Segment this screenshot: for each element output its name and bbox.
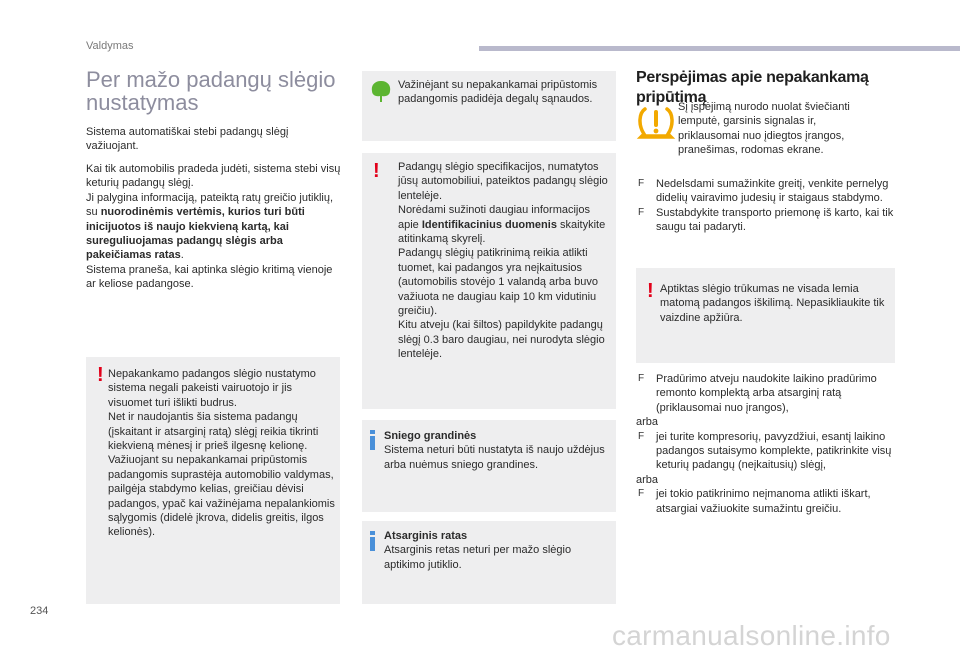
bullet-item: F Nedelsdami sumažinkite greitį, venkite pernelyg didelių vairavimo judesių ir staigaus stabdymo.: [638, 178, 889, 205]
left-body: [86, 162, 342, 292]
exclamation-icon: !: [647, 280, 654, 302]
snow-chains-box: [362, 420, 616, 512]
left-paragraph-3: Sistema praneša, kai aptinka slėgio kritimą vienoje ar keliose padangose.: [86, 263, 333, 291]
section-label: Valdymas: [86, 40, 134, 52]
bullet-glyph: F: [638, 430, 645, 442]
middle-warning-p1: Padangų slėgio specifikacijos, numatytos jūsų automobiliui, pateiktos padangų slėgio lentelėje.: [398, 161, 608, 202]
middle-warning-p2: [398, 203, 612, 246]
exclamation-icon: !: [97, 364, 104, 386]
eco-content: [398, 78, 608, 107]
middle-warning-content: [398, 160, 612, 362]
arba-text: arba: [636, 416, 659, 429]
bullet-item: F jei turite kompresorių, pavyzdžiui, esantį laikino padangos sutaisymo komplekte, patikrinkite visų keturių padangų (neįkaitusių) slėgį,: [638, 430, 892, 472]
right-warning-content: [660, 282, 886, 325]
left-p2-bold: nuorodinėmis vertėmis, kurios turi būti inicijuotos iš naujo kiekvieną kartą, kai sureguliuojamas padangų slėgis arba pakeičiamas ratas: [86, 206, 305, 262]
bullet-glyph: F: [638, 206, 645, 218]
middle-warning-p2-end: skaitykite atitinkamą skyrelį.: [398, 218, 606, 246]
warning-lamp-text: Šį įspėjimą nurodo nuolat šviečianti lemputė, garsinis signalas ir, priklausomai nuo įdiegtos įrangos, pranešimas, rodomas ekrane.: [678, 101, 850, 157]
right-warning-text: Aptiktas slėgio trūkumas ne visada lemia matomą padangos iškilimą. Nepasikliaukite tik vaizdine apžiūra.: [660, 283, 885, 324]
left-warning-content: [108, 367, 336, 540]
spare-wheel-content: [384, 529, 610, 572]
right-bullets-1: [636, 177, 894, 235]
snow-chains-content: [384, 429, 610, 472]
middle-warning-p2-bold: Identifikacinius duomenis: [421, 218, 557, 231]
right-warning-box: [636, 268, 895, 363]
middle-warning-p3: Padangų slėgių patikrinimą reikia atlikti tuomet, kai padangos yra neįkaitusios (automobilis stovėjo 1 valandą arba buvo važiuota ne daugiau kaip 10 km vidutiniu greičiu).: [398, 247, 598, 318]
exclamation-icon: !: [373, 160, 380, 182]
snow-chains-text: Sistema neturi būti nustatyta iš naujo uždėjus arba nuėmus sniego grandines.: [384, 444, 605, 471]
tyre-pressure-warning-icon: [636, 103, 676, 141]
info-icon: [370, 531, 375, 551]
right-title: Perspėjimas apie nepakankamą pripūtimą: [636, 69, 869, 106]
left-paragraph-1: Kai tik automobilis pradeda judėti, sistema stebi visų keturių padangų slėgį.: [86, 163, 341, 190]
left-p2-text: Ji palygina informaciją, pateiktą ratų greičio jutiklių, su: [86, 191, 334, 219]
spare-wheel-text: Atsarginis retas neturi per mažo slėgio aptikimo jutiklio.: [384, 544, 572, 571]
snow-chains-title: Sniego grandinės: [384, 430, 477, 442]
left-p2-end: .: [180, 249, 184, 262]
header-bar: [479, 46, 960, 51]
left-warning-box: [86, 357, 340, 604]
watermark: carmanualsonline.info: [612, 620, 891, 651]
middle-warning-p2-text: Norėdami sužinoti daugiau informacijos apie: [398, 204, 590, 231]
bullet-item: F jei tokio patikrinimo neįmanoma atlikti iškart, atsargiai važiuokite sumažintu greičiu.: [638, 488, 871, 515]
middle-warning-p4: Kitu atveju (kai šiltos) papildykite padangų slėgį 0.3 baro daugiau, nei nurodyta slėgio lentelėje.: [398, 319, 605, 361]
right-bullets-2: [636, 372, 894, 516]
bullet-item: F Sustabdykite transporto priemonę iš karto, kai tik saugu tai padaryti.: [638, 206, 894, 234]
eco-leaf-icon: [368, 79, 394, 103]
left-warning-p2: Net ir naudojantis šia sistema padangų (įskaitant ir atsarginį ratą) slėgį reikia tikrinti kiekvieną mėnesį ir prieš ilgesnę kelionę.: [108, 411, 319, 453]
bullet-glyph: F: [638, 488, 645, 500]
page-number: 234: [30, 605, 49, 617]
intro-text: Sistema automatiškai stebi padangų slėgį važiuojant.: [86, 126, 289, 153]
arba-text: arba: [636, 473, 659, 486]
middle-warning-box: [362, 153, 616, 409]
left-paragraph-2: [86, 191, 342, 263]
bullet-glyph: F: [638, 373, 645, 384]
page-title: Per mažo padangų slėgio nustatymas: [86, 67, 336, 115]
bullet-glyph: F: [638, 178, 645, 189]
left-warning-p3: Važiuojant su nepakankamai pripūstomis padangomis suprastėja automobilio valdymas, pailgėja stabdymo kelias, greičiau dėvisi padangos, ypač kai važinėjama nepalankiomis sąlygomis (didelė įkrova, didelis greitis, ilgos kelionės).: [108, 454, 335, 539]
spare-wheel-box: [362, 521, 616, 604]
eco-text: Važinėjant su nepakankamai pripūstomis padangomis padidėja degalų sąnaudos.: [398, 79, 598, 106]
spare-wheel-title: Atsarginis ratas: [384, 530, 468, 542]
left-warning-p1: Nepakankamo padangos slėgio nustatymo sistema negali pakeisti vairuotojo ir jis visuomet turi išlikti budrus.: [108, 368, 316, 409]
bullet-item: F Pradūrimo atveju naudokite laikino pradūrimo remonto komplektą arba atsarginį ratą (priklausomai nuo įrangos),: [638, 373, 877, 414]
eco-box: [362, 71, 616, 141]
info-icon: [370, 430, 375, 450]
